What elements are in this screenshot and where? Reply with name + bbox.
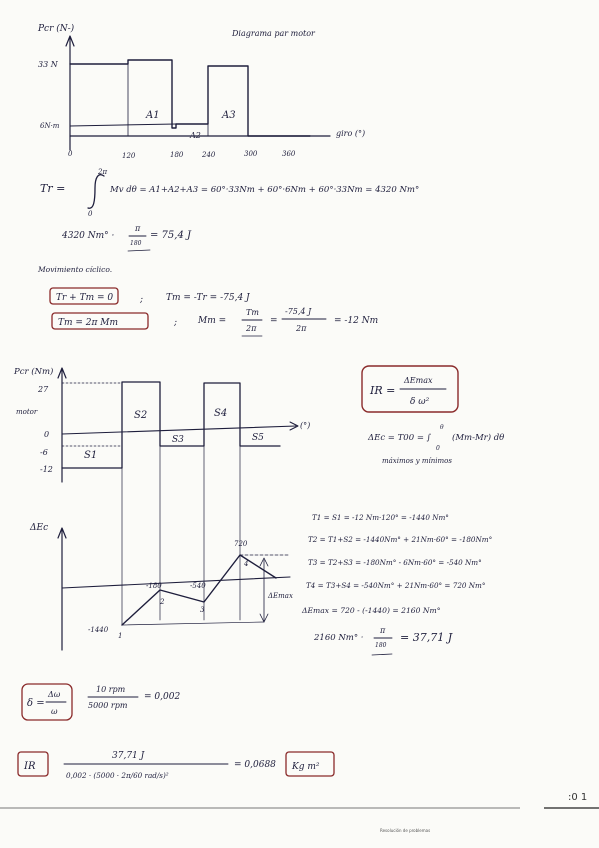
delta-fnum: 10 rpm xyxy=(96,685,126,694)
g1-area-a2: A2 xyxy=(190,131,201,140)
corner-mark: :0 1 xyxy=(568,792,588,803)
g1-xtick-0: 0 xyxy=(68,150,73,158)
footer-tiny-text: Resolución de problemas xyxy=(380,828,431,833)
ik-num: ΔEmax xyxy=(404,376,433,385)
integral-sign-icon xyxy=(88,175,104,209)
delta-den: ω xyxy=(51,707,58,716)
g1-torque-curve xyxy=(70,60,310,136)
tr-conv: 4320 Nm° · xyxy=(62,231,115,241)
tr-int-top: 2π xyxy=(98,168,108,176)
ik-lhs: IR = xyxy=(370,384,396,397)
g2-s1: S1 xyxy=(84,450,98,461)
tr-int-bottom: 0 xyxy=(88,210,93,218)
delta-num: Δω xyxy=(48,690,61,699)
g3-p2: 2 xyxy=(160,598,165,606)
inertia-result xyxy=(18,751,334,780)
g1-ylabel: Pcr (N-) xyxy=(38,24,75,34)
conv-num: π xyxy=(380,626,386,635)
g3-p2-val: -180 xyxy=(146,582,162,590)
cyclic-f1-den: 2π xyxy=(246,324,257,333)
delta-result: = 0,002 xyxy=(144,692,181,702)
t4-line: T4 = T3+S4 = -540Nm° + 21Nm·60° = 720 Nm° xyxy=(306,581,486,590)
kinetic-energy-formula xyxy=(367,424,504,465)
energy-steps xyxy=(301,513,492,655)
dec-lhs: ΔEc = T00 = ∫ xyxy=(368,433,432,443)
cyclic-semicolon-2: ; xyxy=(174,318,178,328)
t3-line: T3 = T2+S3 = -180Nm° - 6Nm·60° = -540 Nm° xyxy=(308,558,482,567)
delta-lhs: δ = xyxy=(27,698,45,709)
cyclic-f2-num: -75,4 J xyxy=(285,307,312,316)
cyclic-f2-den: 2π xyxy=(296,324,307,333)
ikf-num: 37,71 J xyxy=(112,751,145,761)
g1-y33: 33 N xyxy=(38,60,58,69)
ikf-den: 0,002 · (5000 · 2π/60 rad/s)² xyxy=(66,771,169,780)
tr-frac-num: π xyxy=(135,224,141,233)
g3-ylabel: ΔEc xyxy=(30,523,49,533)
g1-mean-line xyxy=(70,124,176,126)
cyclic-box1-text: Tr + Tm = 0 xyxy=(56,293,114,303)
g3-p1: 1 xyxy=(118,632,123,640)
cyclic-eq2a: Mm = xyxy=(198,316,227,326)
g2-y27: 27 xyxy=(38,385,49,394)
g1-area-a1: A1 xyxy=(146,110,160,121)
g3-demax: ΔEmax xyxy=(268,592,293,600)
g1-xtick-360: 360 xyxy=(282,150,296,158)
dec-rhs: (Mm-Mr) dθ xyxy=(452,433,505,443)
g1-xtick-120: 120 xyxy=(122,152,136,160)
g3-p3-val: -540 xyxy=(190,582,206,590)
conv-result: = 37,71 J xyxy=(400,631,453,644)
tr-frac-den: 180 xyxy=(130,240,142,247)
tr-result: = 75,4 J xyxy=(150,230,192,241)
energy-diagram xyxy=(29,523,293,650)
g1-xlabel: giro (°) xyxy=(336,129,366,138)
g1-y6: 6N·m xyxy=(40,122,60,130)
g2-ym12: -12 xyxy=(40,465,53,474)
cyclic-box2-text: Tm = 2π Mm xyxy=(58,318,119,328)
dec-top: θ xyxy=(440,424,444,431)
tr-expression: Mv dθ = A1+A2+A3 = 60°·33Nm + 60°·6Nm + 60°·33Nm = 4320 Nm° xyxy=(110,185,420,195)
g1-xtick-180: 180 xyxy=(170,151,184,159)
ikf-result: = 0,0688 xyxy=(234,760,276,770)
g3-p4: 4 xyxy=(244,560,249,568)
cyclic-eq2b: = -12 Nm xyxy=(334,316,379,326)
g3-zero-axis xyxy=(62,577,290,588)
footer xyxy=(0,792,599,833)
g2-s4: S4 xyxy=(214,408,228,419)
inertia-formula-box xyxy=(362,366,458,412)
tr-label: Tr = xyxy=(40,182,66,195)
g1-xtick-300: 300 xyxy=(244,150,258,158)
g2-xlabel: (°) xyxy=(300,421,311,430)
g2-ym6: -6 xyxy=(40,448,48,457)
g1-xtick-240: 240 xyxy=(202,151,216,159)
ikf-unit: Kg m² xyxy=(292,762,320,772)
g2-s5: S5 xyxy=(252,433,264,443)
g3-p4-val: 720 xyxy=(234,540,248,548)
g3-p3: 3 xyxy=(200,606,205,614)
g3-energy-curve xyxy=(122,555,276,625)
g3-p1-val: -1440 xyxy=(88,626,109,634)
g1-title: Diagrama par motor xyxy=(232,29,315,38)
cyclic-motion-section xyxy=(37,265,378,336)
conv-den: 180 xyxy=(375,642,387,649)
dec-bot: 0 xyxy=(436,445,440,452)
cyclic-eq1: Tm = -Tr = -75,4 J xyxy=(166,293,250,303)
delta-formula xyxy=(22,684,180,720)
g2-s3: S3 xyxy=(172,435,184,445)
dec-note: máximos y mínimos xyxy=(382,457,452,465)
ik-den: δ ω² xyxy=(410,397,430,407)
cyclic-eq-sign: = xyxy=(270,316,278,326)
cyclic-title: Movimiento cíclico. xyxy=(38,265,113,274)
t2-line: T2 = T1+S2 = -1440Nm° + 21Nm·60° = -180Nm° xyxy=(308,535,493,544)
demax-line: ΔEmax = 720 - (-1440) = 2160 Nm° xyxy=(302,606,441,615)
g2-y0: 0 xyxy=(44,430,50,439)
conv-line: 2160 Nm° · xyxy=(314,633,364,643)
g2-s2: S2 xyxy=(134,410,148,421)
t1-line: T1 = S1 = -12 Nm·120° = -1440 Nm° xyxy=(312,513,449,522)
torque-diagram xyxy=(37,23,365,160)
delta-fden: 5000 rpm xyxy=(88,701,128,710)
tr-calculation xyxy=(40,168,419,251)
g2-ylabel: Pcr (Nm) xyxy=(14,367,54,377)
ikf-lhs: IR xyxy=(24,761,36,772)
g2-ylabel2: motor xyxy=(16,408,38,416)
cyclic-semicolon-1: ; xyxy=(140,295,144,305)
g1-area-a3: A3 xyxy=(222,110,236,121)
cyclic-f1-num: Tm xyxy=(246,308,259,317)
